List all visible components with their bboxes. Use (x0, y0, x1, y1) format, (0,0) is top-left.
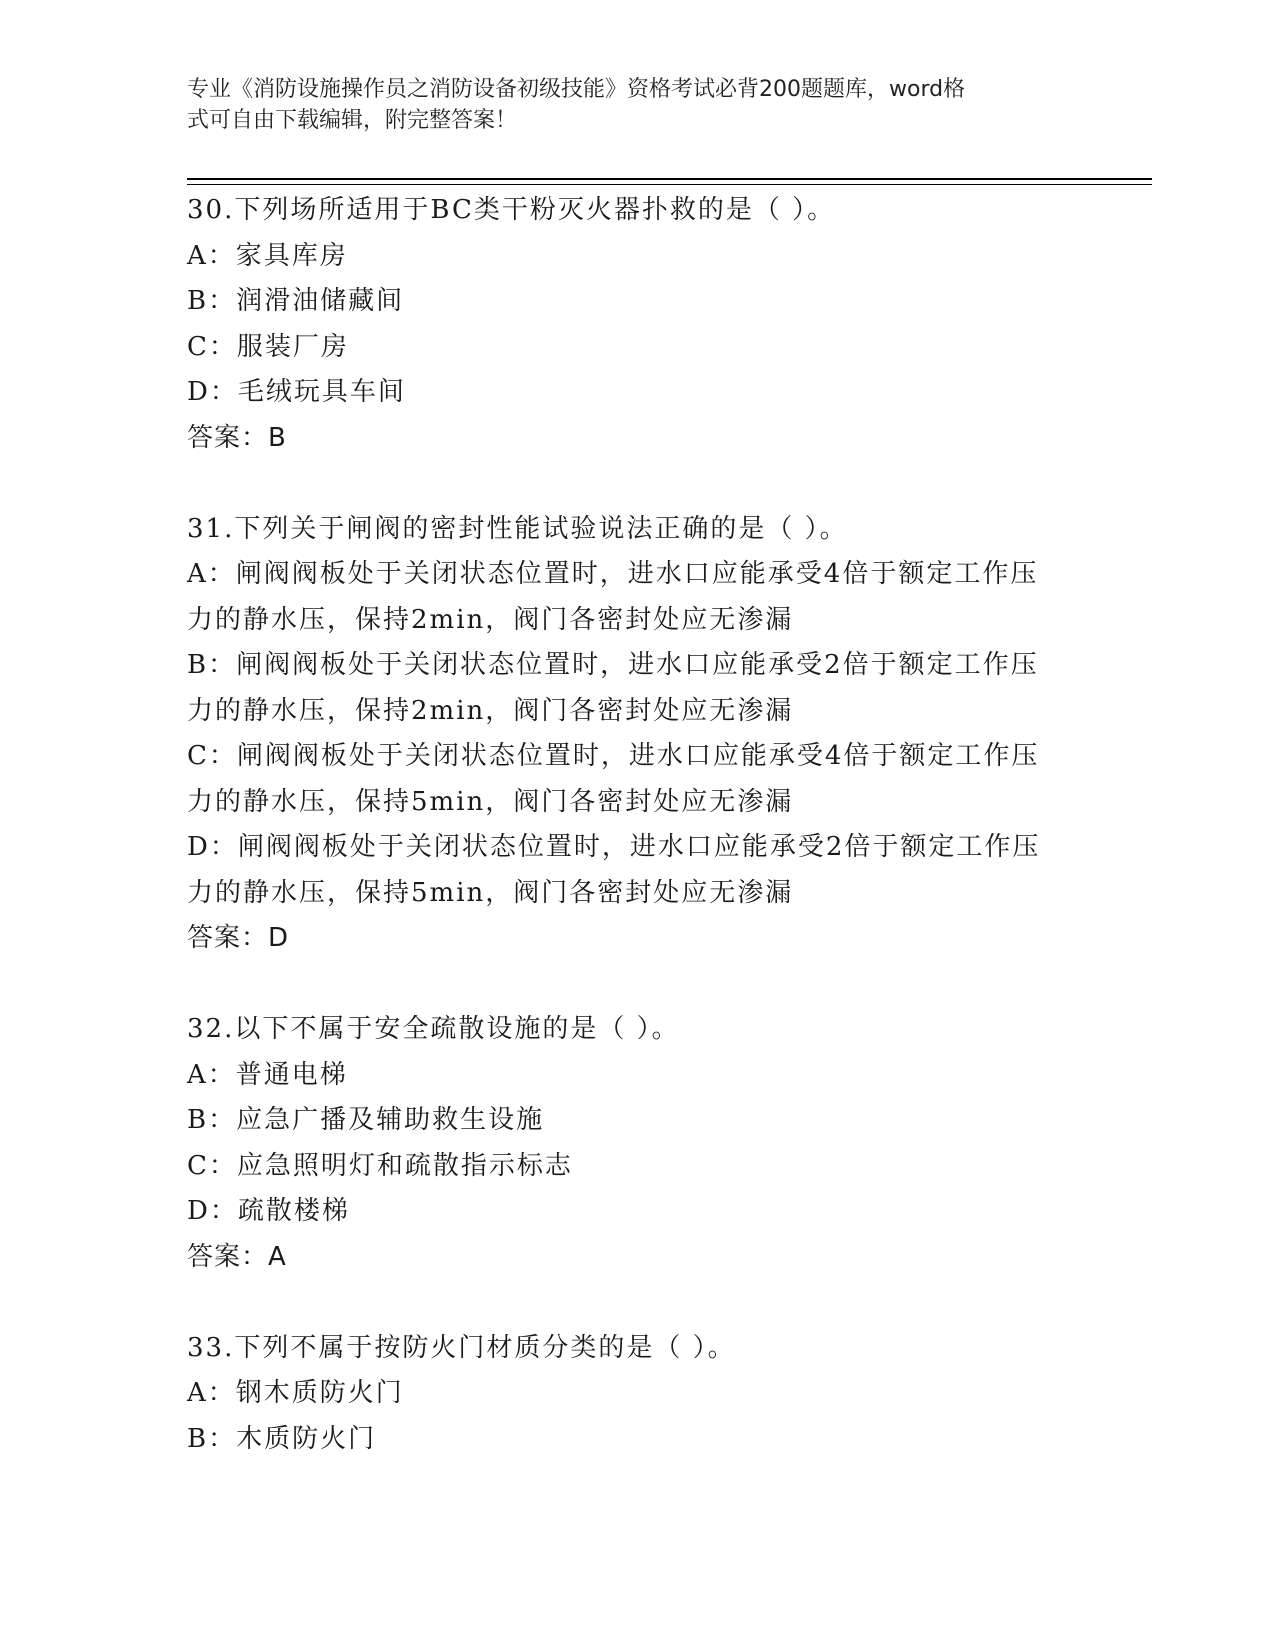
option-b: B：闸阀阀板处于关闭状态位置时，进水口应能承受2倍于额定工作压 (187, 650, 1039, 680)
option-b: B：木质防火门 (187, 1423, 377, 1454)
question-32 (187, 1007, 1087, 1280)
header-rule-thick (187, 178, 1152, 180)
option-b: B：润滑油储藏间 (187, 286, 405, 316)
option-c: C：闸阀阀板处于关闭状态位置时，进水口应能承受4倍于额定工作压 (187, 741, 1040, 771)
question-title: 30.下列场所适用于BC类干粉灭火器扑救的是（ ）。 (187, 195, 836, 225)
question-gap (187, 1280, 1087, 1326)
question-title: 32.以下不属于安全疏散设施的是（ ）。 (187, 1014, 680, 1044)
option-b: B：应急广播及辅助救生设施 (187, 1105, 545, 1135)
option-a: A：闸阀阀板处于关闭状态位置时，进水口应能承受4倍于额定工作压 (187, 559, 1039, 589)
question-gap (187, 461, 1087, 507)
option-c: C：服装厂房 (187, 331, 349, 362)
question-title: 33.下列不属于按防火门材质分类的是（ ）。 (187, 1332, 736, 1363)
option-d: D：闸阀阀板处于关闭状态位置时，进水口应能承受2倍于额定工作压 (187, 832, 1041, 862)
option-d: D：毛绒玩具车间 (187, 377, 406, 407)
question-gap (187, 962, 1087, 1008)
header-line-1: 专业《消防设施操作员之消防设备初级技能》资格考试必背200题题库，word格 (187, 77, 966, 102)
option-a: A：家具库房 (187, 240, 348, 271)
option-a: A：普通电梯 (187, 1059, 348, 1090)
answer-line: 答案：A (187, 1241, 287, 1272)
option-a-continued: 力的静水压，保持2min，阀门各密封处应无渗漏 (187, 604, 794, 635)
header-rule-thin (187, 184, 1152, 185)
document-header (187, 74, 1067, 136)
option-d-continued: 力的静水压，保持5min，阀门各密封处应无渗漏 (187, 877, 794, 908)
question-31 (187, 507, 1087, 962)
question-list (187, 188, 1087, 1462)
question-title: 31.下列关于闸阀的密封性能试验说法正确的是（ ）。 (187, 513, 848, 544)
option-d: D：疏散楼梯 (187, 1196, 350, 1226)
option-b-continued: 力的静水压，保持2min，阀门各密封处应无渗漏 (187, 695, 794, 726)
option-c: C：应急照明灯和疏散指示标志 (187, 1150, 573, 1181)
question-33 (187, 1326, 1087, 1463)
answer-line: 答案：B (187, 422, 287, 453)
question-30 (187, 188, 1087, 461)
option-c-continued: 力的静水压，保持5min，阀门各密封处应无渗漏 (187, 786, 794, 817)
header-line-2: 式可自由下载编辑，附完整答案！ (187, 108, 518, 133)
option-a: A：钢木质防火门 (187, 1378, 404, 1408)
answer-line: 答案：D (187, 923, 290, 953)
